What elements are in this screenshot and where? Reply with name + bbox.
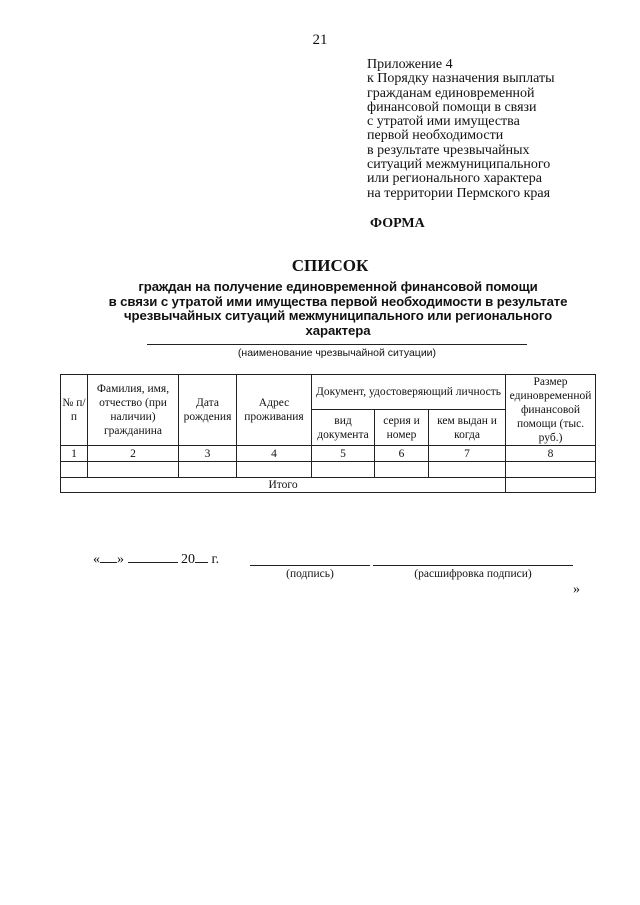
appendix-block (367, 58, 627, 201)
appendix-line: первой необходимости (367, 128, 504, 144)
column-number: 2 (88, 446, 179, 462)
appendix-line: финансовой помощи в связи (367, 99, 537, 115)
month-blank[interactable] (128, 550, 178, 563)
column-number: 3 (179, 446, 237, 462)
appendix-line: в результате чрезвычайных (367, 142, 530, 158)
appendix-line: гражданам единовременной (367, 85, 535, 101)
header-full-name: Фамилия, имя, отчество (при наличии) гражданина (88, 375, 179, 446)
citizens-list-table (60, 374, 596, 493)
year-prefix: 20 (181, 552, 195, 567)
total-value-cell[interactable] (506, 478, 596, 493)
signature-decryption-line[interactable] (373, 565, 573, 566)
signature-line[interactable] (250, 565, 370, 566)
column-number: 5 (312, 446, 375, 462)
column-number-row (61, 446, 596, 462)
table-row (61, 462, 596, 478)
total-row (61, 478, 596, 493)
header-birth-date: Дата рождения (179, 375, 237, 446)
signature-date (93, 550, 219, 568)
table-cell[interactable] (237, 462, 312, 478)
appendix-line: к Порядку назначения выплаты (367, 71, 555, 87)
appendix-line: ситуаций межмуниципального (367, 157, 551, 173)
closing-quote: » (573, 582, 580, 597)
header-doc-series: серия и номер (375, 410, 429, 446)
appendix-line: с утратой ими имущества (367, 114, 520, 130)
appendix-line: Приложение 4 (367, 57, 453, 72)
document-subtitle (0, 280, 640, 338)
header-address: Адрес проживания (237, 375, 312, 446)
table-cell[interactable] (312, 462, 375, 478)
subtitle-line: характера (305, 322, 371, 338)
year-blank[interactable] (195, 550, 208, 563)
appendix-line: или регионального характера (367, 171, 542, 187)
header-doc-type: вид документа (312, 410, 375, 446)
table-cell[interactable] (429, 462, 506, 478)
header-number: № п/п (61, 375, 88, 446)
signature-caption: (подпись) (286, 568, 334, 580)
signature-decryption-caption: (расшифровка подписи) (414, 568, 532, 580)
subtitle-line: граждан на получение единовременной финансовой помощи (138, 279, 538, 294)
form-label: ФОРМА (370, 216, 425, 231)
date-close-quote: » (117, 552, 124, 567)
appendix-line: на территории Пермского края (367, 185, 551, 201)
column-number: 4 (237, 446, 312, 462)
subtitle-line: чрезвычайных ситуаций межмуниципального или регионального (123, 308, 553, 323)
column-number: 1 (61, 446, 88, 462)
day-blank[interactable] (100, 550, 117, 563)
column-number: 7 (429, 446, 506, 462)
table-cell[interactable] (506, 462, 596, 478)
header-doc-issued: кем выдан и когда (429, 410, 506, 446)
table-cell[interactable] (61, 462, 88, 478)
header-aid-amount: Размер единовременной финансовой помощи (тыс. руб.) (506, 375, 596, 446)
situation-caption: (наименование чрезвычайной ситуации) (237, 347, 437, 359)
page-number: 21 (312, 32, 328, 48)
table-cell[interactable] (375, 462, 429, 478)
column-number: 6 (375, 446, 429, 462)
total-label: Итого (61, 478, 506, 493)
situation-name-line (147, 344, 527, 345)
document-title: СПИСОК (291, 256, 369, 275)
header-id-document: Документ, удостоверяющий личность (312, 375, 506, 410)
table-cell[interactable] (88, 462, 179, 478)
subtitle-line: в связи с утратой ими имущества первой необходимости в результате (108, 293, 568, 309)
year-suffix: г. (211, 552, 220, 567)
column-number: 8 (506, 446, 596, 462)
table-cell[interactable] (179, 462, 237, 478)
date-open-quote: « (93, 552, 100, 567)
table-header-row (61, 375, 596, 410)
